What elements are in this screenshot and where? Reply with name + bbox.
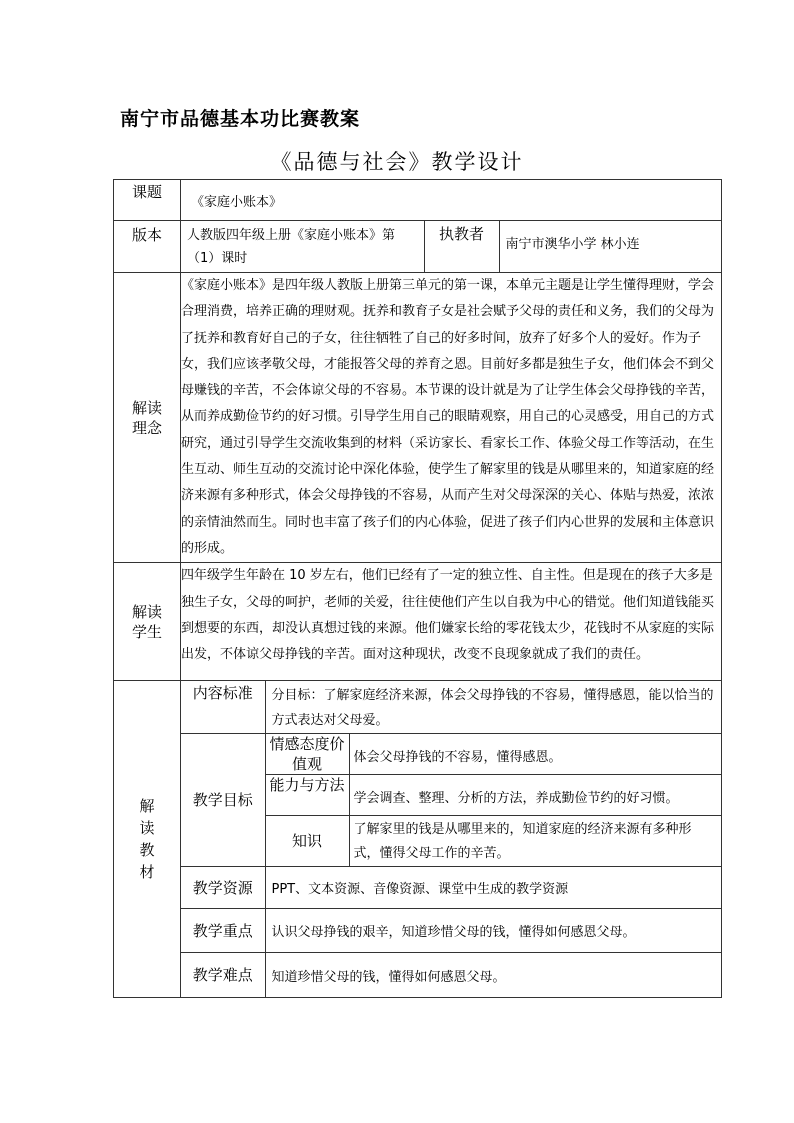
header: 南宁市品德基本功比赛教案 (120, 108, 361, 130)
concept-label: 解读理念 (114, 273, 181, 563)
goals-label: 教学目标 (181, 734, 265, 867)
page-title: 《品德与社会》教学设计 (270, 150, 524, 174)
material-row (114, 681, 722, 998)
version-row (114, 221, 722, 273)
resources-label: 教学资源 (181, 867, 265, 909)
goal-emotion-label: 情感态度价值观 (265, 734, 349, 775)
goal-ability-label: 能力与方法 (265, 775, 349, 816)
student-text: 四年级学生年龄在 10 岁左右，他们已经有了一定的独立性、自主性。但是现在的孩子大多是独生子女，父母的呵护，老师的关爱，往往使他们产生以自我为中心的错觉。他们知道钱能买到想要的东西，却没认真想过钱的来源。他们嫌家长给的零花钱太少，花钱时不从家庭的实际出发，不体谅父母挣钱的辛苦。面对这种现状，改变不良现象就成了我们的责任。 (181, 563, 722, 681)
difficulty-label: 教学难点 (181, 953, 265, 997)
version-inner-table (181, 221, 721, 272)
goal-ability-text: 学会调查、整理、分析的方法，养成勤俭节约的好习惯。 (349, 775, 721, 816)
course-label: 课题 (114, 180, 181, 221)
resources-text: PPT、文本资源、音像资源、课堂中生成的教学资源 (265, 867, 721, 909)
difficulty-text: 知道珍惜父母的钱，懂得如何感恩父母。 (265, 953, 721, 997)
course-row (114, 180, 722, 221)
key-text: 认识父母挣钱的艰辛，知道珍惜父母的钱，懂得如何感恩父母。 (265, 909, 721, 953)
goal-knowledge-text: 了解家里的钱是从哪里来的，知道家庭的经济来源有多种形式，懂得父母工作的辛苦。 (349, 816, 721, 867)
teacher-label: 执教者 (424, 221, 499, 272)
version-value: 人教版四年级上册《家庭小账本》第（1）课时 (181, 221, 424, 272)
course-value: 《家庭小账本》 (181, 180, 722, 221)
concept-row (114, 273, 722, 563)
version-label: 版本 (114, 221, 181, 273)
goal-knowledge-label: 知识 (265, 816, 349, 867)
student-row (114, 563, 722, 681)
key-label: 教学重点 (181, 909, 265, 953)
material-label: 解读教材 (114, 681, 181, 998)
lesson-plan-table (113, 179, 722, 998)
goal-emotion-text: 体会父母挣钱的不容易，懂得感恩。 (349, 734, 721, 775)
concept-text: 《家庭小账本》是四年级人教版上册第三单元的第一课，本单元主题是让学生懂得理财，学会合理消费，培养正确的理财观。抚养和教育子女是社会赋予父母的责任和义务，我们的父母为了抚养和教育好自己的子女，往往牺牲了自己的好多时间，放弃了好多个人的爱好。作为子女，我们应该孝敬父母，才能报答父母的养育之恩。目前好多都是独生子女，他们体会不到父母赚钱的辛苦，不会体谅父母的不容易。本节课的设计就是为了让学生体会父母挣钱的辛苦，从而养成勤俭节约的好习惯。引导学生用自己的眼睛观察，用自己的心灵感受，用自己的方式研究，通过引导学生交流收集到的材料（采访家长、看家长工作、体验父母工作等活动，在生生互动、师生互动的交流讨论中深化体验，使学生了解家里的钱是从哪里来的，知道家庭的经济来源有多种形式，体会父母挣钱的不容易，从而产生对父母深深的关心、体贴与热爱，浓浓的亲情油然而生。同时也丰富了孩子们的内心体验，促进了孩子们内心世界的发展和主体意识的形成。 (181, 273, 722, 563)
material-inner-table (181, 681, 721, 997)
student-label: 解读学生 (114, 563, 181, 681)
content-std-label: 内容标准 (181, 681, 265, 734)
content-std-text: 分目标：了解家庭经济来源，体会父母挣钱的不容易，懂得感恩，能以恰当的方式表达对父母爱。 (265, 681, 721, 734)
teacher-value: 南宁市澳华小学 林小连 (499, 221, 721, 272)
